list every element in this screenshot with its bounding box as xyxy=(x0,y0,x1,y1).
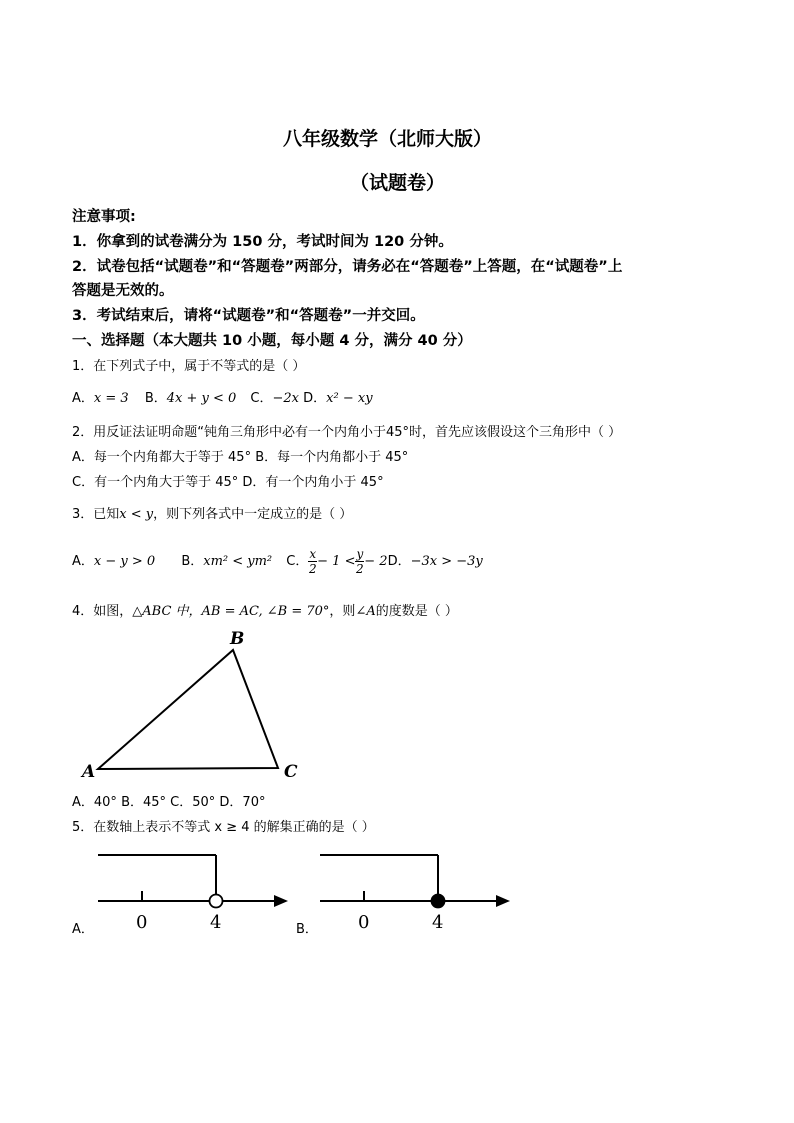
notice-item-2: 2．试卷包括“试题卷”和“答题卷”两部分，请务必在“答题卷”上答题，在“试题卷”上 xyxy=(72,259,623,275)
q3-c-mid: − 1 < xyxy=(317,554,356,569)
page-title: 八年级数学（北师大版） xyxy=(283,128,493,150)
q5-stem: 5．在数轴上表示不等式 x ≥ 4 的解集正确的是（ ） xyxy=(72,820,375,835)
q3-label-d: D． xyxy=(387,554,411,569)
tick-label-0-b: 0 xyxy=(358,912,370,933)
q1-stem: 1．在下列式子中，属于不等式的是（ ） xyxy=(72,359,306,374)
axis-arrow-a xyxy=(274,895,288,907)
closed-point-b xyxy=(432,895,445,908)
q3-stem-pre: 3．已知 xyxy=(72,507,120,522)
q4-stem-pre: 4．如图， xyxy=(72,604,133,619)
triangle-abc xyxy=(98,650,278,769)
q3-option-b: xm² < ym² xyxy=(203,554,273,569)
number-line-b xyxy=(312,845,512,935)
q3-label-a: A． xyxy=(72,554,94,569)
vertex-label-c: C xyxy=(284,762,298,782)
q3-stem xyxy=(72,503,352,522)
notice-item-3: 3．考试结束后，请将“试题卷”和“答题卷”一并交回。 xyxy=(72,308,425,324)
q1-options xyxy=(72,387,373,406)
q1-option-b: 4x + y < 0 xyxy=(166,391,237,406)
q3-option-d: −3x > −3y xyxy=(410,554,483,569)
q3-c-num-1: x xyxy=(309,547,317,561)
q4-stem xyxy=(72,600,458,619)
q4-stem-math: △ABC 中，AB = AC, ∠B = 70° xyxy=(132,604,330,619)
q1-label-a: A． xyxy=(72,391,94,406)
q3-label-c: C． xyxy=(286,554,309,569)
q4-stem-mid: ，则 xyxy=(329,604,356,619)
q3-label-b: B． xyxy=(181,554,204,569)
q1-option-a: x = 3 xyxy=(93,391,129,406)
q3-c-end: − 2 xyxy=(364,554,388,569)
q3-c-num-2: y xyxy=(356,547,364,561)
q3-options xyxy=(72,547,483,576)
open-point-a xyxy=(210,895,223,908)
q2-options-cd: C．有一个内角大于等于 45° D．有一个内角小于 45° xyxy=(72,475,384,490)
page-subtitle: （试题卷） xyxy=(350,172,446,194)
q4-triangle-figure xyxy=(70,622,310,787)
q5-label-a: A． xyxy=(72,922,94,937)
vertex-label-a: A xyxy=(82,762,96,782)
q3-c-frac-1 xyxy=(308,547,317,576)
q1-label-c: C． xyxy=(250,391,273,406)
q4-options: A．40° B．45° C．50° D．70° xyxy=(72,795,266,810)
number-line-a xyxy=(90,845,290,935)
section-heading: 一、选择题（本大题共 10 小题，每小题 4 分，满分 40 分） xyxy=(72,333,472,349)
q1-option-c: −2x xyxy=(272,391,299,406)
q3-stem-post: ，则下列各式中一定成立的是（ ） xyxy=(153,507,353,522)
vertex-label-b: B xyxy=(230,629,245,649)
q2-options-ab: A．每一个内角都大于等于 45° B．每一个内角都小于 45° xyxy=(72,450,409,465)
axis-arrow-b xyxy=(496,895,510,907)
notice-item-2-cont: 答题是无效的。 xyxy=(72,283,174,299)
q1-option-d: x² − xy xyxy=(326,391,373,406)
tick-label-0-a: 0 xyxy=(136,912,148,933)
q4-stem-post: 的度数是（ ） xyxy=(375,604,458,619)
q3-c-den-2: 2 xyxy=(356,562,364,576)
q3-option-a: x − y > 0 xyxy=(93,554,156,569)
q4-stem-math2: ∠A xyxy=(355,604,376,619)
q5-label-b: B． xyxy=(296,922,318,937)
q3-c-den-1: 2 xyxy=(308,562,317,576)
q1-label-d: D． xyxy=(303,391,327,406)
q2-stem: 2．用反证法证明命题“钝角三角形中必有一个内角小于45°时，首先应该假设这个三角形中（ ） xyxy=(72,425,622,440)
notice-heading: 注意事项: xyxy=(72,209,136,225)
q3-stem-math: x < y xyxy=(119,507,154,522)
tick-label-4-b: 4 xyxy=(432,912,444,933)
notice-item-1: 1．你拿到的试卷满分为 150 分，考试时间为 120 分钟。 xyxy=(72,234,453,250)
q3-c-frac-2 xyxy=(355,547,364,576)
q1-label-b: B． xyxy=(144,391,167,406)
tick-label-4-a: 4 xyxy=(210,912,222,933)
